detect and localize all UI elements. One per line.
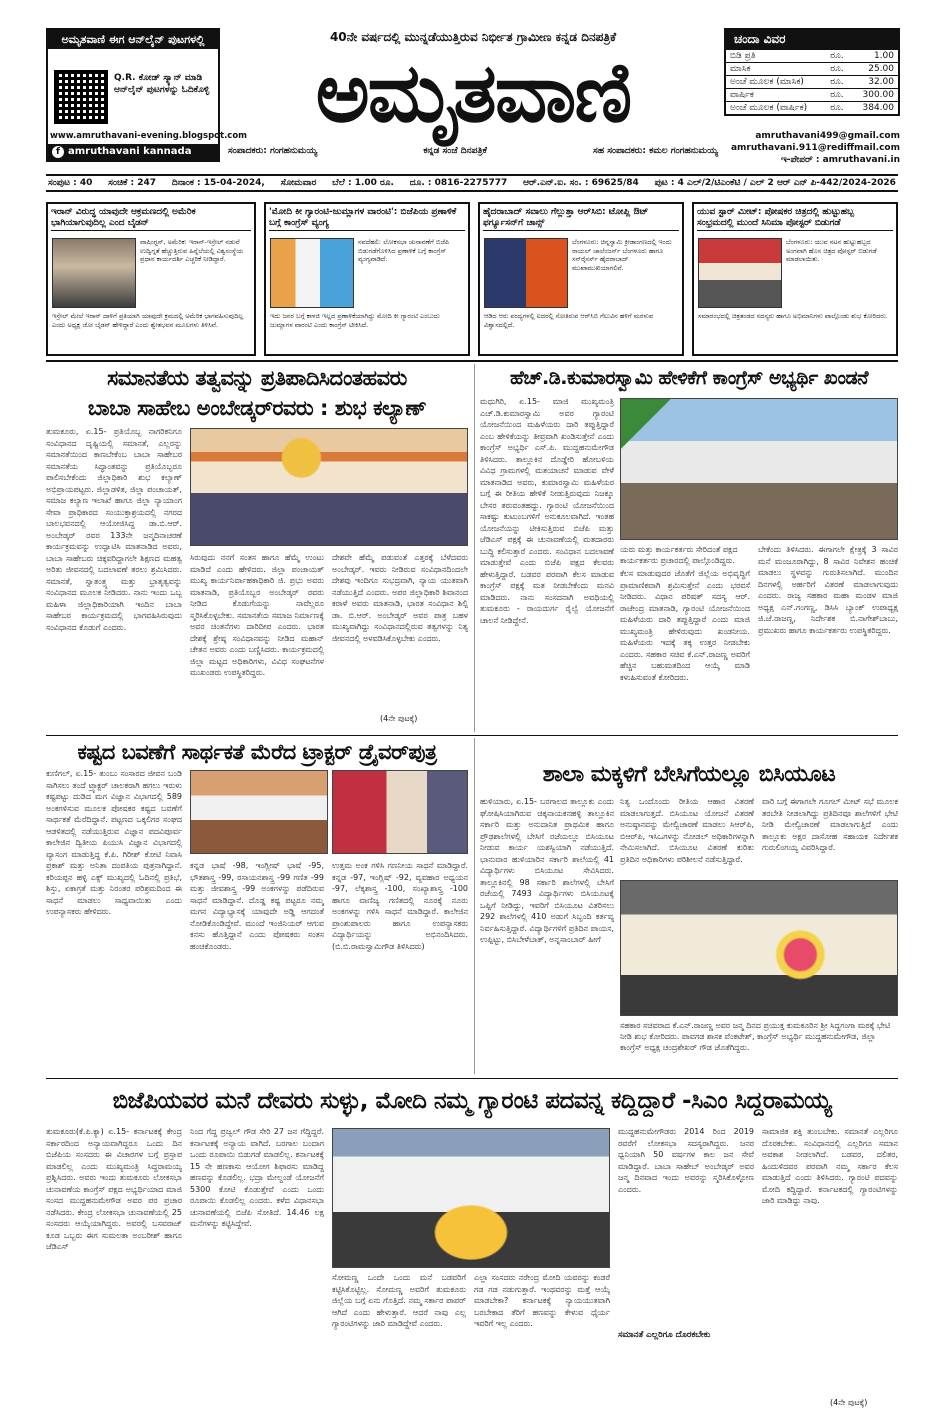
teaser-box[interactable]: [478, 202, 684, 356]
phone: ದೂ. : 0816-2275777: [409, 178, 508, 188]
story5-column: ತುಮಕೂರು(ಕೆ.ಪಿ.ಕ್ಯಾ) ಏ.15- ಕರ್ನಾಟಕಕ್ಕೆ ಕೇಂದ್ರ ಸರ್ಕಾರದಿಂದ ಅನ್ಯಾಯವಾಗಿದ್ದರೂ ಒಂದು ದಿನ ಬಿಜೆಪಿಯ ಸಂಸದರು ಈ ವಿಚಾರಗಳ ಬಗ್ಗೆ ಪ್ರಸ್ತಾಪ ಮಾಡಲಿಲ್ಲ ಎಂದು ಮುಖ್ಯಮಂತ್ರಿ ಸಿದ್ದರಾಮಯ್ಯ ಪ್ರಶ್ನಿಸಿದರು. ಅವರು ಇಂದು ತುಮಕೂರು ಲೋಕಸಭಾ ಚುನಾವಣೆಯ ಕಾಂಗ್ರೆಸ್ ಪಕ್ಷದ ಅಭ್ಯರ್ಥಿಯಾದ ಮಾಜಿ ಸಂಸದ ಮುದ್ದಹನುಮೇಗೌಡ ಅವರ ಪರ ಪ್ರಚಾರ ನಡೆಸಿದರು. ಕೇಂದ್ರ ಲೋಕಸಭಾ ಚುನಾವಣೆಯಲ್ಲಿ 25 ಸಂಸದರು ಆಯ್ಕೆಯಾಗಿದ್ದರು. ಅವರಲ್ಲಿ ಬಸವರಾಜ್ ಕೂಡ ಒಬ್ಬರು ಈಗ ಸುಮಲತಾ ಅಂಬರೀಶ್ ಹಾಗೂ ಜೆಡಿಎಸ್: [46, 1127, 182, 1251]
email-link[interactable]: amruthavani.911@rediffmail.com: [730, 143, 900, 153]
story5-column: ನಿಂದ ಗೆದ್ದ ಪ್ರಜ್ವಲ್ ಗೌಡ ಸೇರಿ 27 ಜನ ಗೆದ್ದಿದ್ದರೆ. ಕರ್ನಾಟಕಕ್ಕೆ ಅನ್ಯಾಯ ವಾಗಿದೆ. ಬರಗಾಲ ಬಂದಾಗ ಒಂದು ರೂಪಾಯಿ ಬಿಡುಗಡೆ ಮಾಡಲಿಲ್ಲ. ಕರ್ನಾಟಕಕ್ಕೆ 15 ನೇ ಹಣಕಾಸು ಆಯೋಗ ಶಿಫಾರಸು ಮಾಡಿದ್ದ ಹಣವನ್ನು ಕೊಡಲಿಲ್ಲ. ಭದ್ರಾ ಮೇಲ್ದಂಡೆ ಯೋಜನೆಗೆ 5300 ಕೋಟಿ ಕೊಡುತ್ತೇವೆ ಎಂದು ಒಂದು ರೂಪಾಯಿ ಕೊಡಲಿಲ್ಲ ಎಂದರು. ಕಳೆದ ವಿಧಾನಸಭಾ ಚುನಾವಣೆಯಲ್ಲಿ ಬಿಜೆಪಿ ಸೋತಿದೆ. 14.46 ಲಕ್ಷ ಮನೆಗಳನ್ನು ಕಟ್ಟಿಸಿದ್ದೇವೆ.: [190, 1127, 324, 1228]
teaser-text: ಸಮಾರಂಭದಲ್ಲಿ ಚಿತ್ರತಂಡದ ಸದಸ್ಯರು ಹಾಗೂ ಅಭಿಮಾನಿಗಳು ಪಾಲ್ಗೊಂಡು ಶುಭ ಕೋರಿದರು.: [698, 312, 888, 320]
issue-day: ಸೋಮವಾರ: [280, 178, 317, 188]
teaser-box[interactable]: [692, 202, 898, 356]
story4-column: ನಿತ್ಯ ಒಂದೊಂದು ರೀತಿಯ ಆಹಾರ ವಿತರಣೆ ಮಾಡಲಾಗುತ್ತದೆ. ಬಿಸಿಯೂಟ ಯೋಜನೆ ವಿತರಣೆ ಅನುಷ್ಠಾನವನ್ನು ಮೇಲ್ವಿಚಾರಣೆ ಮಾಡಲು ಸಿಆರ್‌ಪಿ, ಬಿಆರ್‌ಪಿ, ಇಸಿಒಗಳನ್ನು ನೋಡಲ್ ಅಧಿಕಾರಿಗಳನ್ನಾಗಿ ನೇಮಿಸಲಾಗಿದೆ. ಬಿಸಿಯೂಟ ವಿತರಣೆ ಕುರಿತು ಪ್ರತಿದಿನ ಅಧಿಕಾರಿಗಳು ಪರಿಶೀಲನೆ ನಡೆಸುತ್ತಿದ್ದಾರೆ.: [620, 797, 754, 864]
teaser-title: ಇರಾನ್ ವಿರುದ್ಧ ಯಾವುದೇ ಆಕ್ರಮಣದಲ್ಲಿ ಅಮೆರಿಕ ಭಾಗಿಯಾಗುವುದಿಲ್ಲ ಎಂದ ಬೈಡನ್: [51, 207, 251, 231]
table-row: ಅಂಚೆ ಮೂಲಕ (ವಾರ್ಷಿಕ) ರೂ. 384.00: [726, 102, 898, 115]
story2-column: ಮಧುಗಿರಿ, ಏ.15- ಮಾಜಿ ಮುಖ್ಯಮಂತ್ರಿ ಎಚ್.ಡಿ.ಕುಮಾರಸ್ವಾಮಿ ಅವರ ಗ್ಯಾರಂಟಿ ಯೋಜನೆಯಿಂದ ಮಹಿಳೆಯರು ದಾರಿ ತಪ್ಪುತ್ತಿದ್ದಾರೆ ಎಂಬ ಹೇಳಿಕೆಯನ್ನು ತೀವ್ರವಾಗಿ ಖಂಡಿಸುತ್ತೇನೆ ಎಂದು ಕಾಂಗ್ರೆಸ್ ಅಭ್ಯರ್ಥಿ ಎಸ್.ಪಿ. ಮುದ್ದಹನುಮೇಗೌಡ ತಿಳಿಸಿದರು. ತಾಲ್ಲೂಕಿನ ದೊಡ್ಡೇರಿ ಹೋಬಳಿಯ ವಿವಿಧ ಗ್ರಾಮಗಳಲ್ಲಿ ಮತಯಾಚನೆ ಮಾಡುವ ವೇಳೆ ಮಾತನಾಡಿದ ಅವರು, ಕುಮಾರಸ್ವಾಮಿ ಮಹಿಳೆಯರ ಬಗ್ಗೆ ಈ ರೀತಿಯ ಹೇಳಿಕೆ ನೀಡುತ್ತಿರುವುದು ನಿಜಕ್ಕೂ ಬೇಸರ ತರುವಂತಹದ್ದು. ಗ್ಯಾರಂಟಿ ಯೋಜನೆಯಿಂದ ಸಾಕಷ್ಟು ಕುಟುಂಬಗಳಿಗೆ ಅನುಕೂಲವಾಗಿದೆ. ಇಂತಹ ಯೋಜನೆಯನ್ನು ಟೀಕಿಸುತ್ತಿರುವ ಬಿಜೆಪಿ ಮತ್ತು ಜೆಡಿಎಸ್ ಪಕ್ಷಕ್ಕೆ ಈ ಚುನಾವಣೆಯಲ್ಲಿ ಮತದಾರರು ಬುದ್ಧಿ ಕಲಿಸುತ್ತಾರೆ ಎಂದರು. ಸಂವಿಧಾನ ಬದಲಾವಣೆ ಮಾಡುತ್ತೇವೆ ಎಂದು ಬಿಜೆಪಿ ಪಕ್ಷದ ಕೆಲವರು ಹೇಳುತ್ತಿದ್ದಾರೆ. ಬಡವರ ಪರವಾಗಿ ಕೆಲಸ ಮಾಡುವ ಕಾಂಗ್ರೆಸ್ ಪಕ್ಷಕ್ಕೆ ಮತ ನೀಡಬೇಕೆಂದು ಮನವಿ ಮಾಡಿದರು. ನಾನು ಸಂಸದನಾಗಿ ಅವಧಿಯಲ್ಲಿ ತುಮಕೂರು - ರಾಯದುರ್ಗ ರೈಲ್ವೆ ಯೋಜನೆಗೆ ಚಾಲನೆ ನೀಡಿದ್ದೇನೆ.: [480, 397, 614, 625]
editor-row: [228, 146, 718, 156]
story4-column: ಹುಳಿಯಾರು, ಏ.15- ಬರಗಾಲದ ತಾಲ್ಲೂಕು ಎಂದು ಘೋಷಿಸಿಯಾಗಿರುವ ಚಿಕ್ಕನಾಯಕನಹಳ್ಳಿ ತಾಲ್ಲೂಕಿನ ಸರ್ಕಾರಿ ಮತ್ತು ಅನುದಾನಿತ ಪ್ರಾಥಮಿಕ ಹಾಗೂ ಪ್ರೌಢಶಾಲೆಗಳಲ್ಲಿ ಬೇಸಿಗೆ ರಜೆಯಲ್ಲೂ ಬಿಸಿಯೂಟ ನೀಡುವ ಕಾರ್ಯ ಯಶಸ್ವಿಯಾಗಿ ನಡೆಯುತ್ತಿದೆ. ಭಾನುವಾರ ಹುಳಿಯಾರಿನ ಸರ್ಕಾರಿ ಶಾಲೆಯಲ್ಲಿ 41 ವಿದ್ಯಾರ್ಥಿಗಳು ಬಿಸಿಯೂಟ ಸೇವಿಸಿದರು. ತಾಲ್ಲೂಕಿನಲ್ಲಿ 98 ಸರ್ಕಾರಿ ಶಾಲೆಗಳಲ್ಲಿ ಬೇಸಿಗೆ ರಜೆಯಲ್ಲಿ 7493 ವಿದ್ಯಾರ್ಥಿಗಳು ಬಿಸಿಯೂಟಕ್ಕೆ ಒಪ್ಪಿಗೆ ನೀಡಿದ್ದು, ಇವರಿಗೆ ಬಿಸಿಯೂಟ ವಿತರಿಸಲು 292 ಶಾಲೆಗಳಲ್ಲಿ 410 ಅಡುಗೆ ಸಿಬ್ಬಂದಿ ಕರ್ತವ್ಯ ನಿರ್ವಹಿಸುತ್ತಿದ್ದಾರೆ. ವಿದ್ಯಾರ್ಥಿಗಳಿಗೆ ಪ್ರತಿದಿನ ಪಾಯಸ, ಉಪ್ಪಿಟ್ಟು, ಬಿಸಿಬೇಳೆಬಾತ್, ಅನ್ನಸಾಂಬಾರ್ ಹೀಗೆ: [480, 797, 614, 944]
subscription-box: [724, 28, 900, 116]
story5-headline[interactable]: ಬಿಜೆಪಿಯವರ ಮನೆ ದೇವರು ಸುಳ್ಳು, ಮೋದಿ ನಮ್ಮ ಗ್ಯಾರಂಟಿ ಪದವನ್ನ ಕದ್ದಿದ್ದಾರೆ -ಸಿಎಂ ಸಿದ್ದರಾಮಯ್ಯ: [112, 1088, 832, 1114]
editor-label: ಸಂಪಾದಕರು:: [228, 146, 267, 156]
story1-headline-line2[interactable]: ಬಾಬಾ ಸಾಹೇಬ ಅಂಬೇಡ್ಕರ್‌ರವರು : ಶುಭ ಕಲ್ಯಾಣ್: [87, 396, 427, 420]
issue-info-bar: [46, 174, 898, 192]
teaser-text: ಬೆಂಗಳೂರು: ಯುವ ನಟನ ಹುಟ್ಟುಹಬ್ಬದ ಅಂಗವಾಗಿ ಹೊಸ ಚಿತ್ರದ ಪೋಸ್ಟರ್ ಬಿಡುಗಡೆ ಮಾಡಲಾಯಿತು.: [786, 238, 877, 263]
teaser-photo: [52, 238, 136, 308]
story2-photo: [620, 398, 898, 540]
promo-heading: ಅಮೃತವಾಣಿ ಈಗ ಆನ್‌ಲೈನ್ ಪುಟಗಳಲ್ಲಿ: [48, 30, 218, 49]
price: ಬೆಲೆ : 1.00 ರೂ.: [332, 178, 394, 188]
story4-caption: ಸಹಕಾರ ಸಚಿವರಾದ ಕೆ.ಎನ್.ರಾಜಣ್ಣ ಅವರ ಜನ್ಮ ದಿನದ ಪ್ರಯುಕ್ತ ಕುಮಕೂರಿನ ಶ್ರೀ ಸಿದ್ದಗಂಗಾ ಮಠಕ್ಕೆ ಭೇಟಿ ನೀಡಿ ಶುಭ ಕೋರಿದರು. ಪಾವಗಡ ಶಾಸಕ ವೆಂಕಟೇಶ್, ಕಾಂಗ್ರೆಸ್ ಅಭ್ಯರ್ಥಿ ಮುದ್ದಹನುಮೇಗೌಡ, ಜಿಲ್ಲಾ ಕಾಂಗ್ರೆಸ್ ಅಧ್ಯಕ್ಷ ಚಂದ್ರಶೇಖರ್ ಗೌಡ ಜೊತೆಗಿದ್ದರು.: [620, 1021, 891, 1052]
table-row: ಅಂಚೆ ಮೂಲಕ (ಮಾಸಿಕ) ರೂ. 32.00: [726, 76, 898, 89]
teaser-box[interactable]: [264, 202, 470, 356]
story1-column: ದೇಶವೇ ಹೆಮ್ಮೆ ಪಡುವಂತೆ ಎತ್ತರಕ್ಕೆ ಬೆಳೆದವರು ಅಂಬೇಡ್ಕರ್. ಇವರು ನೀಡಿರುವ ಸಂವಿಧಾನದಿಂದಲೇ ದೇಶವು ಇಂದಿಗೂ ಸುಭದ್ರವಾಗಿ, ನ್ಯಾಯ ಯುತವಾಗಿ ನಡೆಯುತ್ತಿದೆ ಎಂದರು. ಅಪರ ಜಿಲ್ಲಾಧಿಕಾರಿ ಶಿವಾನಂದ ಕರಾಳೆ ಅವರು ಮಾತನಾಡಿ, ಭಾರತ ಸಂವಿಧಾನ ಶಿಲ್ಪಿ ಡಾ. ಬಿ.ಆರ್. ಅಂಬೇಡ್ಕರ್ ಅವರ ಪಾತ್ರ ಬಹಳ ಮುಖ್ಯವಾಗಿದ್ದು ಸಂವಿಧಾನದಲ್ಲಿರುವ ತತ್ವಗಳನ್ನು ನಿತ್ಯ ಜೀವನದಲ್ಲಿ ಅಳವಡಿಸಿಕೊಳ್ಳಬೇಕು ಎಂದರು.: [332, 553, 468, 643]
section-divider: [46, 360, 898, 362]
story3-photo: [332, 770, 468, 854]
qr-code-icon[interactable]: [54, 70, 108, 124]
story2-caption: ಯರು ಮತ್ತು ಕಾರ್ಯಕರ್ತರು ಸೇರಿದಂತೆ ಪಕ್ಷದ ಕಾರ್ಯಕರ್ತರು ಪ್ರಚಾರದಲ್ಲಿ ಪಾಲ್ಗೊಂಡಿದ್ದರು.: [620, 545, 738, 565]
teaser-title: ಹೈದರಾಬಾದ್ ಸವಾಲು ಗೆಲ್ಲುತ್ತಾ ಆರ್‌ಸಿಬಿ: ಟೋಪ್ಲಿ ಔಟ್ ಫರ್ಗ್ಯೂಸನ್‌ಗೆ ಚಾನ್ಸ್: [483, 207, 679, 231]
story3-column: ಕುಣಿಗಲ್, ಏ.15- ತುಂಬು ಸಂಸಾರದ ಜೀವನ ಬಂಡಿ ಸಾಗಿಸಲು ತಂದೆ ಟ್ರ್ಯಾಕ್ಟರ್ ಚಾಲಕರಾಗಿ ಹಗಲು ಇರುಳು ಕಷ್ಟಪಟ್ಟು ದುಡಿದ ಮಗ ವಿಜ್ಞಾನ ವಿಭಾಗದಲ್ಲಿ 589 ಅಂಕಗಳಿಸುವ ಮೂಲಕ ಪೋಷಕರ ಕಷ್ಟದ ಬವಣೆಗೆ ಸಾರ್ಥಕತೆ ಮೆರೆದಿದ್ದಾನೆ. ಪಟ್ಟಣದ ಒಕ್ಕಲಿಗರ ಸಂಘದ ಆಡಳಿತದಲ್ಲಿ ನಡೆಯುತ್ತಿರುವ ವಿಜ್ಞಾನ ಪದವಿಪೂರ್ವ ಕಾಲೇಜಿನ ದ್ವಿತೀಯ ಪಿಯುಸಿ ವಿಜ್ಞಾನ ವಿಭಾಗದಲ್ಲಿ ವ್ಯಾಸಂಗ ಮಾಡುತ್ತಿದ್ದ ಕೆ.ಪಿ. ಗಿರೀಶ್ ಕೋಟಿ ನಿವಾಸಿ ಪ್ರಕಾಶ್ ಮತ್ತು ಅನಿತಾ ದಂಪತಿಯ ಪುತ್ರನಾಗಿದ್ದಾನೆ. ಕರಿಯಪ್ಪನ ಹಳ್ಳಿ ಎಕ್ಸ್ ಮುಖ್ಯದಲ್ಲಿ ಓದಿನಲ್ಲಿ ಪ್ರತಿಭೆ, ಶಿಸ್ತು, ಏಕಾಗ್ರತೆ ಮತ್ತು ನಿರಂತರ ಪರಿಶ್ರಮದಿಂದ ಈ ಸಾಧನೆ ಮಾಡಲು ಸಾಧ್ಯವಾಯಿತು ಎಂದು ಉಪನ್ಯಾಸಕರು ಹೇಳಿದರು.: [46, 769, 182, 916]
rni-number: ಆರ್.ಎನ್.ಐ. ಸಂ. : 69625/84: [523, 178, 639, 188]
section-divider: [46, 735, 898, 736]
section-divider: [46, 1078, 898, 1079]
story5-column: ಸೋಮಣ್ಣ ಒಂದೇ ಒಂದು ಮನೆ ಬಡವರಿಗೆ ಕಟ್ಟಿಸಿಕೊಟ್ಟಿಲ್ಲ. ಸೋಮಣ್ಣ ಅವರಿಗೆ ತುಮಕೂರು ಜಿಲ್ಲೆಯ ಬಗ್ಗೆ ಏನು ಗೊತ್ತಿದೆ. ನಮ್ಮ ಸರ್ಕಾರ ಪಾಪರ್ ಆಗಿದೆ ಎಂದು ಹೇಳುತ್ತಾರೆ. ಆದರೆ ನಾವು ಎಲ್ಲ ಗ್ಯಾರಂಟಿಗಳನ್ನು ಜಾರಿ ಮಾಡಿದ್ದೇವೆ ಎಂದರು.: [332, 1273, 466, 1328]
teaser-text: ಇಸ್ರೇಲ್ ಮೇಲೆ ಇರಾನ್ ದಾಳಿಗೆ ಪ್ರತಿಯಾಗಿ ಯಾವುದೇ ಕ್ರಮದಲ್ಲಿ ಅಮೆರಿಕ ಭಾಗವಹಿಸುವುದಿಲ್ಲ ಎಂದು ಅಧ್ಯಕ್ಷ ಜೋ ಬೈಡನ್ ಹೇಳಿದ್ದಾರೆ ಎಂದು ಶ್ವೇತಭವನ ಮೂಲಗಳು ತಿಳಿಸಿವೆ.: [52, 312, 244, 329]
continued-marker: (4ನೇ ಪುಟಕ್ಕೆ): [830, 1398, 868, 1407]
story4-headline[interactable]: ಶಾಲಾ ಮಕ್ಕಳಿಗೆ ಬೇಸಿಗೆಯಲ್ಲೂ ಬಿಸಿಯೂಟ: [542, 762, 836, 787]
assoc-editor-name: ಕಮಲ ಗಂಗಹನುಮಯ್ಯ: [649, 146, 718, 156]
column-divider: [474, 738, 475, 1074]
subscription-table: [726, 49, 898, 114]
assoc-editor-label: ಸಹ ಸಂಪಾದಕರು:: [593, 146, 646, 156]
teaser-text: ವಾಷಿಂಗ್ಟನ್, ಅಮೆರಿಕ: ಇರಾನ್-ಇಸ್ರೇಲ್ ನಡುವೆ ಉದ್ವಿಗ್ನತೆ ಹೆಚ್ಚುತ್ತಿರುವ ಹಿನ್ನೆಲೆಯಲ್ಲಿ ವಿಶ್ವಸಂಸ್ಥೆಯ ಪ್ರಧಾನ ಕಾರ್ಯದರ್ಶಿ ಎಚ್ಚರಿಕೆ ನೀಡಿದ್ದಾರೆ.: [140, 238, 244, 263]
story2-headline[interactable]: ಹೆಚ್.ಡಿ.ಕುಮಾರಸ್ವಾಮಿ ಹೇಳಿಕೆಗೆ ಕಾಂಗ್ರೆಸ್ ಅಭ್ಯರ್ಥಿ ಖಂಡನೆ: [510, 367, 868, 389]
masthead-tagline: 40ನೇ ವರ್ಷದಲ್ಲಿ ಮುನ್ನಡೆಯುತ್ತಿರುವ ನಿರ್ಭೀತ ಗ್ರಾಮೀಣ ಕನ್ನಡ ದಿನಪತ್ರಿಕೆ: [329, 30, 617, 44]
table-row: ವಾರ್ಷಿಕ ರೂ. 300.00: [726, 89, 898, 102]
table-row: ಮಾಸಿಕ ರೂ. 25.00: [726, 63, 898, 76]
story5-column: ಎಲ್ಲಾ ಸಂಸದರು ನರೇಂದ್ರ ಮೋದಿ ಯವರನ್ನು ಕಂಡರೆ ಗಡ ಗಡ ನಡುಗುತ್ತಾರೆ. ಇಂಥವರನ್ನು ಮತ್ತೆ ಆಯ್ಕೆ ಮಾಡಬೇಕಾ? ಕರ್ನಾಟಕಕ್ಕೆ ನ್ಯಾಯಯುತವಾಗಿ ಬರಬೇಕಾದ ತೆರಿಗೆ ಹಣವನ್ನು ಕೇಳುವ ಧೈರ್ಯ ಇವರಿಗೆ ಇಲ್ಲ ಎಂದರು.: [474, 1273, 610, 1328]
story5-subhead: ಸಮಾನತೆ ಎಲ್ಲರಿಗೂ ದೊರಕಬೇಕು: [618, 1330, 711, 1340]
teaser-box[interactable]: [46, 202, 256, 356]
story3-photo: [190, 770, 328, 854]
story1-headline-line1[interactable]: ಸಮಾನತೆಯ ತತ್ವವನ್ನು ಪ್ರತಿಪಾದಿಸಿದಂತಹವರು: [107, 366, 407, 390]
story2-column: ಕೆಲಸ ಮಾಡುವುದರ ಜೊತೆಗೆ ಜಿಲ್ಲೆಯ ಅಭಿವೃದ್ಧಿಗೆ ಪ್ರಾಮಾಣಿಕವಾಗಿ ಶ್ರಮಿಸುತ್ತೇನೆ ಎಂದು ಭರವಸೆ ನೀಡಿದರು. ವಿಧಾನ ಪರಿಷತ್ ಸದಸ್ಯ ಆರ್. ರಾಜೇಂದ್ರ ಮಾತನಾಡಿ, ಗ್ಯಾರಂಟಿ ಯೋಜನೆಯಿಂದ ಮಹಿಳೆಯರು ದಾರಿ ತಪ್ಪುತ್ತಿದ್ದಾರೆ ಎಂದು ಮಾಜಿ ಮುಖ್ಯಮಂತ್ರಿ ಹೇಳಿರುವುದು ಖಂಡನೀಯ. ಮಹಿಳೆಯರು ಇದಕ್ಕೆ ತಕ್ಕ ಉತ್ತರ ನೀಡಬೇಕು ಎಂದರು. ಸಹಕಾರ ಸಚಿವ ಕೆ.ಎನ್.ರಾಜಣ್ಣ ಅವರಿಗೆ ಹೆಚ್ಚಿನ ಬಹುಮತದಿಂದ ಆಯ್ಕೆ ಮಾಡಿ ಕಳುಹಿಸುವಂತೆ ಕೋರಿದರು.: [620, 569, 750, 682]
facebook-label: amruthavani kannada: [68, 146, 192, 157]
subscription-heading: ಚಂದಾ ವಿವರ: [726, 30, 898, 49]
teaser-text: ಆಡಿದ ಆರು ಪಂದ್ಯಗಳಲ್ಲಿ ಐದರಲ್ಲಿ ಸೋತಿರುವ ಆರ್‌ಸಿಬಿ ಗೆಲುವಿನ ಹಳಿಗೆ ಮರಳುವ ವಿಶ್ವಾಸದಲ್ಲಿದೆ.: [484, 312, 654, 329]
paper-type: ಕನ್ನಡ ಸಂಜೆ ದಿನಪತ್ರಿಕೆ: [423, 146, 487, 156]
story1-photo: [190, 428, 468, 546]
email-link[interactable]: amruthavani499@gmail.com: [755, 131, 900, 141]
issue-number: ಸಂಚಿಕೆ : 247: [108, 178, 157, 188]
qr-label: Q.R. ಕೋಡ್ ಸ್ಕ್ಯಾನ್ ಮಾಡಿ ಆನ್‌ಲೈನ್ ಪುಟಗಳನ್ನು ಓದಿಕೊಳ್ಳಿ: [114, 73, 210, 95]
story3-column: ಕನ್ನಡ ಭಾಷೆ -98, ಇಂಗ್ಲೀಷ್ ಭಾಷೆ -95, ಭೌತಶಾಸ್ತ್ರ -99, ರಸಾಯನಶಾಸ್ತ್ರ -99 ಗಣಿತ -99 ಮತ್ತು ಜೀವಶಾಸ್ತ್ರ -99 ಅಂಕಗಳನ್ನು ಪಡೆದಿರುವ ಸಾಧನೆ ಮಾಡಿದ್ದಾನೆ. ದೊಡ್ಡ ಕಷ್ಟ ಪಟ್ಟರೂ ನಮ್ಮ ಮಗನ ವಿದ್ಯಾಭ್ಯಾಸಕ್ಕೆ ಯಾವುದೇ ಅಡ್ಡಿ ಆಗದಂತೆ ನೋಡಿಕೊಂಡಿದ್ದೇವೆ. ಮುಂದೆ ಇಂಜಿನಿಯರ್ ಆಗುವ ಕನಸು ಹೊತ್ತಿದ್ದಾನೆ ಎಂದು ಪೋಷಕರು ಸಂತಸ ಹಂಚಿಕೊಂಡರು.: [190, 861, 324, 951]
issue-date: ದಿನಾಂಕ : 15-04-2024,: [171, 178, 265, 188]
story4-column: ವಾರಿ ಬಗ್ಗೆ ಈಗಾಗಲೇ ಗೂಗಲ್ ಮೀಟ್ ಸಭೆ ಮೂಲಕ ತರಬೇತಿ ನೀಡಲಾಗಿದ್ದು ಪ್ರತಿದಿನವೂ ಶಾಲೆಗಳಿಗೆ ಭೇಟಿ ನೀಡಿ ಮೇಲ್ವಿಚಾರಣೆ ಮಾಡಲಾಗುತ್ತಿದೆ ಎಂದು ತಾಲ್ಲೂಕು ಅಕ್ಷರ ದಾಸೋಹ ಸಹಾಯಕ ನಿರ್ದೇಶಕ ಗುರುಲಿಂಗಯ್ಯ ವಿವರಿಸಿದ್ದಾರೆ.: [762, 797, 898, 852]
teaser-title: ಯುವ ಸ್ಟಾರ್ ಮೀಟ್: ಪೋಷಕರ ಚಿತ್ರದಲ್ಲಿ ಹುಟ್ಟುಹಬ್ಬ ಸಂಭ್ರಮದಲ್ಲಿ ಮುಂದೆ ಸಿನಿಮಾ ಪೋಸ್ಟರ್ ಬಿಡುಗಡೆ: [697, 207, 893, 231]
postal-reg: ಪುಟ : 4 ಎಲ್/2/ಟಿಎಂಕೆಟಿ / ಎಲ್ 2 ಆರ್ ಎನ್ ಪಿ-442/2024-2026: [654, 178, 896, 188]
story1-column: ಸಿರುವುದು ನನಗೆ ಸಂತಸ ಹಾಗೂ ಹೆಮ್ಮೆ ಉಂಟು ಮಾಡಿದೆ ಎಂದು ಹೇಳಿದರು. ಜಿಲ್ಲಾ ಪಂಚಾಯತ್ ಮುಖ್ಯ ಕಾರ್ಯನಿರ್ವಾಹಕಾಧಿಕಾರಿ ಜಿ. ಪ್ರಭು ಅವರು ಮಾತನಾಡಿ, ಪ್ರತಿಯೊಬ್ಬರ ಅಂಬೇಡ್ಕರ್ ರವರು ನೀಡಿದ ಕೊಡುಗೆಯನ್ನು ನಾವೆಲ್ಲರೂ ಸ್ಮರಿಸಿಕೊಳ್ಳಬೇಕು. ಸಮಾನತೆಯ ಸಮಾಜ ನಿರ್ಮಾಣಕ್ಕೆ ಅವರ ಚಿಂತನೆಗಳು ದಾರಿದೀಪ ಎಂದರು. ಭಾರತ ದೇಶಕ್ಕೆ ಶ್ರೇಷ್ಠ ಸಂವಿಧಾನವನ್ನು ನೀಡಿದ ಮಹಾನ್ ಚೇತನ ಅವರು ಎಂದು ಬಣ್ಣಿಸಿದರು. ಕಾರ್ಯಕ್ರಮದಲ್ಲಿ ಜಿಲ್ಲಾ ಮಟ್ಟದ ಅಧಿಕಾರಿಗಳು, ವಿವಿಧ ಸಂಘಟನೆಗಳ ಮುಖಂಡರು ಉಪಸ್ಥಿತರಿದ್ದರು.: [190, 553, 324, 677]
contact-block: [724, 130, 900, 166]
newspaper-title: ಅಮೃತವಾಣಿ: [315, 45, 631, 141]
column-divider: [474, 364, 475, 732]
epaper-link[interactable]: ಇ-ಪೇಪರ್ : amruthavani.in: [780, 155, 900, 165]
story5-column: ಸಾಮಾಜಿಕ ಶಕ್ತಿ ತುಂಬಬೇಕು. ಸಮಾನತೆ ಎಲ್ಲರಿಗೂ ದೊರಕಬೇಕು. ಸಂವಿಧಾನದಲ್ಲಿ ಎಲ್ಲರಿಗೂ ಸಮಾನ ಅವಕಾಶ ನೀಡಲಾಗಿದೆ. ಬಡವರ, ದಲಿತರ, ಹಿಂದುಳಿದವರ ಪರವಾಗಿ ನಮ್ಮ ಸರ್ಕಾರ ಕೆಲಸ ಮಾಡುತ್ತಿದೆ ಎಂದು ತಿಳಿಸಿದರು. ಗ್ಯಾರಂಟಿ ಪದವನ್ನು ಮೋದಿ ಕದ್ದಿದ್ದಾರೆ. ಕರ್ನಾಟಕದಲ್ಲಿ ಗ್ಯಾರಂಟಿಗಳನ್ನು ಜಾರಿ ಮಾಡಿದ್ದು ನಾವು.: [762, 1127, 898, 1205]
teaser-photo: [698, 238, 782, 308]
volume: ಸಂಪುಟ : 40: [48, 178, 93, 188]
story3-headline[interactable]: ಕಷ್ಟದ ಬವಣೆಗೆ ಸಾರ್ಥಕತೆ ಮೆರೆದ ಟ್ರಾಕ್ಟರ್ ಡ್ರೈವರ್‌ಪುತ್ರ: [77, 740, 437, 764]
teaser-text: ಇದು ಜನರ ಬಗ್ಗೆ ಕಾಳಜಿ ಇಲ್ಲದ ಪ್ರಣಾಳಿಕೆಯಾಗಿದ್ದು ಮೋದಿ ಕೀ ಗ್ಯಾರಂಟಿ ಎಂಬುದು ಜುಮ್ಲಾಗಳ ವಾರಂಟಿ ಎಂದು ಕಾಂಗ್ರೆಸ್ ಟೀಕಿಸಿದೆ.: [270, 312, 440, 329]
story1-column: ತುಮಕೂರು, ಏ.15- ಪ್ರತಿಯೊಬ್ಬ ನಾಗರಿಕನಿಗೂ ಸಂವಿಧಾನದ ದೃಷ್ಟಿಯಲ್ಲಿ ಸಮಾನತೆ, ಎಲ್ಲರನ್ನು ಸಮಾನತೆಯಿಂದ ಕಾಣಬೇಕೆಂಬ ಬಾಬಾ ಸಾಹೇಬರ ಸಮಾನತೆಯ ಸಿದ್ಧಾಂತವನ್ನು ಪ್ರತಿಯೊಬ್ಬರೂ ಪಾಲಿಸಬೇಕೆಂದು ಜಿಲ್ಲಾಧಿಕಾರಿ ಶುಭ ಕಲ್ಯಾಣ್ ಅಭಿಪ್ರಾಯಪಟ್ಟರು. ಜಿಲ್ಲಾಡಳಿತ, ಜಿಲ್ಲಾ ಪಂಚಾಯತ್, ಸಮಾಜ ಕಲ್ಯಾಣ ಇಲಾಖೆ ಹಾಗೂ ಜಿಲ್ಲಾ ನ್ಯಾಯಾಂಗ ಸೇವಾ ಪ್ರಾಧಿಕಾರದ ಸಂಯುಕ್ತಾಶ್ರಯದಲ್ಲಿ ನಗರದ ಬಾಲಭವನದಲ್ಲಿ ಆಯೋಜಿಸಿದ್ದ ಡಾ.ಬಿ.ಆರ್. ಅಂಬೇಡ್ಕರ್ ರವರ 133ನೇ ಜನ್ಮದಿನಾಚರಣೆ ಕಾರ್ಯಕ್ರಮವನ್ನು ಉದ್ಘಾಟಿಸಿ ಮಾತನಾಡಿದ ಅವರು, ಬಾಬಾ ಸಾಹೇಬರು ಚಿಕ್ಕವರಿದ್ದಾಗಲೇ ಶಿಕ್ಷಣದ ಮಹತ್ವ ಅರಿತು ಜೀವನದಲ್ಲಿ ಬದಲಾವಣೆ ತರಲು ಶ್ರಮಿಸಿದರು. ಸಮಾನತೆ, ಸ್ವಾತಂತ್ರ್ಯ ಮತ್ತು ಭ್ರಾತೃತ್ವವನ್ನು ಸಂವಿಧಾನದ ಮೂಲಕ ನೀಡಿದರು. ನಾನು ಇಂದು ಒಬ್ಬ ಮಹಿಳಾ ಜಿಲ್ಲಾಧಿಕಾರಿಯಾಗಿ ಇಂದಿನ ಬಾಬಾ ಸಾಹೇಬರ ಕಾರ್ಯಕ್ರಮದಲ್ಲಿ ಭಾಗವಹಿಸಿರುವುದು ಸಂವಿಧಾನದ ಕೊಡುಗೆ ಎಂದರು.: [46, 427, 182, 632]
editor-name: ಗಂಗಹನುಮಯ್ಯ: [269, 146, 318, 156]
teaser-title: 'ಮೋದಿ ಕೀ ಗ್ಯಾರಂಟಿ-ಜುಮ್ಲಾಗಳ ವಾರಂಟಿ': ಬಿಜೆಪಿಯ ಪ್ರಣಾಳಿಕೆ ಬಗ್ಗೆ ಕಾಂಗ್ರೆಸ್ ವ್ಯಂಗ್ಯ: [269, 207, 465, 231]
story2-column: ಬೇಕೆಂದು ತಿಳಿಸಿದರು. ಈಗಾಗಲೇ ಕ್ಷೇತ್ರಕ್ಕೆ 3 ಸಾವಿರ ಮನೆ ಮಂಜೂರಾಗಿದ್ದು, 8 ಸಾವಿರ ನಿವೇಶನ ಹಂಚಿಕೆ ಮಾಡಲು ಸ್ಥಳವನ್ನು ಗುರುತಿಸಲಾಗಿದೆ. ಮುಂದಿನ ದಿನಗಳಲ್ಲಿ ಅರ್ಹರಿಗೆ ವಿತರಣೆ ಮಾಡಲಾಗುವುದು ಎಂದರು. ರಾಜ್ಯ ಸಹಕಾರ ಮಹಾ ಮಂಡಳ ಮಾಜಿ ಅಧ್ಯಕ್ಷ ಎನ್.ಗಂಗಣ್ಣ, ಡಿಸಿಸಿ ಬ್ಯಾಂಕ್ ಉಪಾಧ್ಯಕ್ಷ ಜಿ.ಜೆ.ರಾಜಣ್ಣ, ನಿರ್ದೇಶಕ ಬಿ.ನಾಗೇಶ್‌ಬಾಬು, ಪ್ರಮುಖರು ಹಾಗೂ ಕಾರ್ಯಕರ್ತರು ಉಪಸ್ಥಿತರಿದ್ದರು.: [758, 545, 898, 635]
facebook-link[interactable]: [48, 144, 218, 160]
story5-column: ಮುದ್ದಹನುಮೇಗೌಡರು 2014 ರಿಂದ 2019 ರವರೆಗೆ ಲೋಕಸಭಾ ಸದಸ್ಯರಾಗಿದ್ದರು. ಜನರ ಧ್ವನಿಯಾಗಿ 50 ವರ್ಷಗಳ ಕಾಲ ಜನ ಸೇವೆ ಮಾಡಿದ್ದಾರೆ. ಬಾಬಾ ಸಾಹೇಬ್ ಅಂಬೇಡ್ಕರ್ ಅವರ ಜನ್ಮ ದಿನವಾದ ಇಂದು ಅವರನ್ನು ಸ್ಮರಿಸಿಕೊಳ್ಳೋಣ ಎಂದರು.: [618, 1127, 754, 1194]
teaser-text: ನವದೆಹಲಿ: ಲೋಕಸಭಾ ಚುನಾವಣೆಗೆ ಬಿಜೆಪಿ ಬಿಡುಗಡೆಗೊಳಿಸಿದ ಪ್ರಣಾಳಿಕೆ ಬಗ್ಗೆ ಕಾಂಗ್ರೆಸ್ ವ್ಯಂಗ್ಯವಾಡಿದೆ.: [358, 238, 450, 263]
table-row: ಬಿಡಿ ಪ್ರತಿ ರೂ. 1.00: [726, 50, 898, 63]
facebook-icon: f: [52, 146, 64, 158]
continued-marker: (4ನೇ ಪುಟಕ್ಕೆ): [380, 714, 418, 723]
teaser-photo: [484, 238, 568, 308]
story5-photo: [332, 1128, 610, 1268]
story4-photo: [620, 880, 898, 1016]
story3-column: ಉತ್ತಮ ಅಂಕ ಗಳಿಸಿ ಗಣನೀಯ ಸಾಧನೆ ಮಾಡಿದ್ದಾರೆ. ಕನ್ನಡ -97, ಇಂಗ್ಲಿಷ್ -92, ವ್ಯವಹಾರ ಅಧ್ಯಯನ -97, ಲೆಕ್ಕಶಾಸ್ತ್ರ -100, ಸಂಖ್ಯಾಶಾಸ್ತ್ರ -100 ಹಾಗೂ ವಾಣಿಜ್ಯ ಗಣಿತದಲ್ಲಿ ನೂರಕ್ಕೆ ನೂರು ಅಂಕಗಳನ್ನು ಗಳಿಸಿ ಸಾಧನೆ ಮಾಡಿದ್ದಾರೆ. ಕಾಲೇಜಿನ ಪ್ರಾಂಶುಪಾಲರು ಹಾಗೂ ಉಪನ್ಯಾಸಕರು ವಿದ್ಯಾರ್ಥಿಯನ್ನು ಅಭಿನಂದಿಸಿದರು. (ಬಿ.ಬಿ.ರಾಮಸ್ವಾಮಿಗೌಡ ತಿಳಿಸಿದರು): [332, 861, 468, 951]
blog-link[interactable]: www.amruthavani-evening.blogspot.com: [50, 131, 248, 141]
teaser-photo: [270, 238, 354, 308]
teaser-text: ಬೆಂಗಳೂರು: ಚಿನ್ನಸ್ವಾಮಿ ಕ್ರೀಡಾಂಗಣದಲ್ಲಿ ಇಂದು ರಾಯಲ್ ಚಾಲೆಂಜರ್ಸ್ ಬೆಂಗಳೂರು ಹಾಗೂ ಸನ್‌ರೈಸರ್ಸ್ ಹೈದರಾಬಾದ್ ಮುಖಾಮುಖಿಯಾಗಲಿವೆ.: [572, 238, 672, 272]
